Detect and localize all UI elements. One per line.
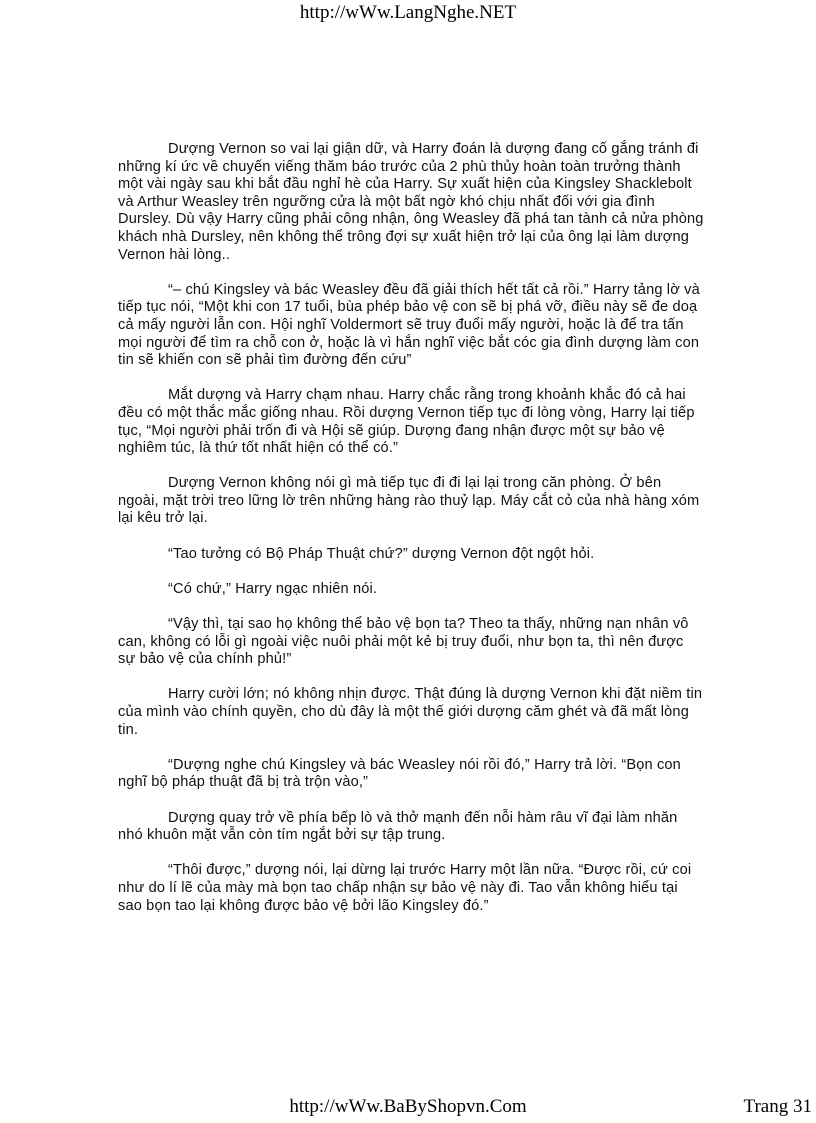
paragraph: “Có chứ,” Harry ngạc nhiên nói. (168, 580, 378, 597)
paragraph: Harry cười lớn; nó không nhịn được. Thật đúng là dượng Vernon khi đặt niềm tin của mình vào chính quyền, cho dù đây là một thế giới dượng căm ghét và đã mất lòng tin. (118, 686, 703, 738)
paragraph: Dượng quay trở về phía bếp lò và thở mạnh đến nỗi hàm râu vĩ đại làm nhăn nhó khuôn mặt vẫn còn tím ngắt bởi sự tập trung. (118, 809, 678, 844)
header-url: http://wWw.LangNghe.NET (299, 2, 517, 23)
paragraph: Mắt dượng và Harry chạm nhau. Harry chắc rằng trong khoảnh khắc đó cả hai đều có một thắc mắc giống nhau. Rồi dượng Vernon tiếp tục đi lòng vòng, Harry lại tiếp tục, “Mọi người phải trốn đi và Hội sẽ giúp. Dượng đang nhận được một sự bảo vệ nghiêm túc, là thứ tốt nhất hiện có thể có.” (118, 387, 695, 457)
paragraph: “Tao tưởng có Bộ Pháp Thuật chứ?” dượng Vernon đột ngột hỏi. (168, 545, 595, 562)
paragraph: “Thôi được,” dượng nói, lại dừng lại trước Harry một lần nữa. “Được rồi, cứ coi như do lí lẽ của mày mà bọn tao chấp nhận sự bảo vệ này đi. Tao vẫn không hiểu tại sao bọn tao lại không được bảo vệ bởi lão Kingsley đó.” (118, 862, 692, 914)
footer-url: http://wWw.BaByShopvn.Com (289, 1096, 527, 1117)
paragraph: “– chú Kingsley và bác Weasley đều đã giải thích hết tất cả rồi.” Harry tảng lờ và tiếp tục nói, “Một khi con 17 tuổi, bùa phép bảo vệ con sẽ bị phá vỡ, điều này sẽ đe doạ cả mấy người lẫn con. Hội nghĩ Voldermort sẽ truy đuổi mấy người, hoặc là để tra tấn mọi người để tìm ra chỗ con ở, hoặc là vì hắn nghĩ việc bắt cóc gia đình dượng làm con tin sẽ khiến con sẽ phải tìm đường đến cứu” (118, 281, 700, 369)
paragraph: “Vậy thì, tại sao họ không thể bảo vệ bọn ta? Theo ta thấy, những nạn nhân vô can, không có lỗi gì ngoài việc nuôi phải một kẻ bị truy đuổi, như bọn ta, thì nên được sự bảo vệ của chính phủ!” (118, 616, 689, 668)
page-number: Trang 31 (743, 1096, 812, 1117)
document-body (118, 141, 704, 933)
paragraph: Dượng Vernon so vai lại giận dữ, và Harry đoán là dượng đang cố gắng tránh đi những kí ức về chuyến viếng thăm báo trước của 2 phù thủy hoàn toàn trưởng thành một vài ngày sau khi bắt đầu nghỉ hè của Harry. Sự xuất hiện của Kingsley Shacklebolt và Arthur Weasley trên ngưỡng cửa là một bất ngờ khó chịu nhất đối với gia đình Dursley. Dù vậy Harry cũng phải công nhận, ông Weasley đã phá tan tành cả nửa phòng khách nhà Dursley, nên không thể trông đợi sự xuất hiện trở lại của ông lại làm dượng Vernon hài lòng.. (118, 141, 704, 263)
paragraph: Dượng Vernon không nói gì mà tiếp tục đi đi lại lại trong căn phòng. Ở bên ngoài, mặt trời treo lững lờ trên những hàng rào thuỷ lạp. Máy cắt cỏ của nhà hàng xóm lại kêu trở lại. (118, 475, 700, 527)
paragraph: “Dượng nghe chú Kingsley và bác Weasley nói rồi đó,” Harry trả lời. “Bọn con nghĩ bộ pháp thuật đã bị trà trộn vào,” (118, 756, 681, 791)
